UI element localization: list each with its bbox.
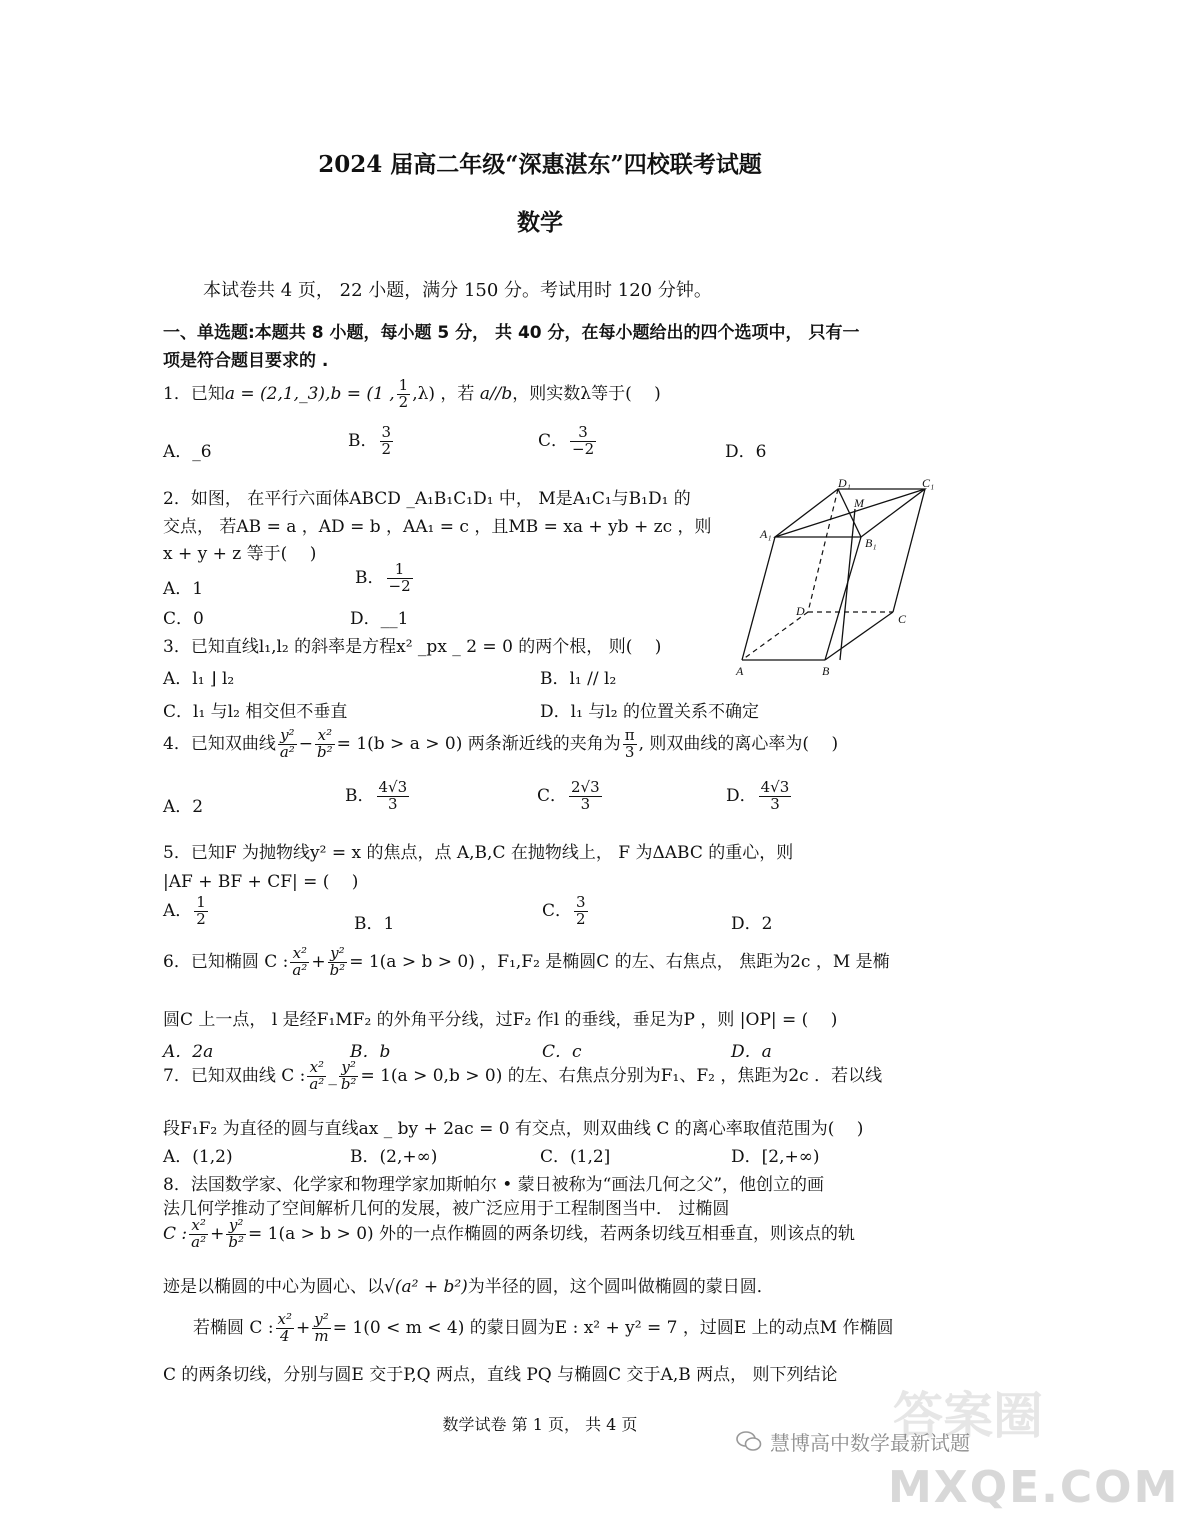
q5-option-a-num: 1 bbox=[196, 893, 206, 911]
q5-option-a-label: A． bbox=[163, 900, 193, 921]
q1-text-e: ，则实数λ等于( ) bbox=[512, 383, 661, 404]
q8-plus-2: + bbox=[296, 1317, 311, 1338]
q1-option-b bbox=[348, 425, 395, 458]
q8-frac1-num: x² bbox=[189, 1218, 208, 1235]
label-m: M bbox=[854, 496, 864, 510]
edge-mb bbox=[840, 509, 855, 660]
q8-line6: C 的两条切线，分别与圆E 交于P,Q 两点，直线 PQ 与椭圆C 交于A,B 两点， 则下列结论 bbox=[163, 1365, 838, 1385]
q2-option-d: D．__1 bbox=[350, 609, 409, 629]
q5-option-c-label: C． bbox=[542, 900, 573, 921]
q2-option-b bbox=[355, 562, 415, 595]
q4-frac1-den: a² bbox=[279, 742, 295, 761]
q4-text-b: = 1(b > a > 0) 两条渐近线的夹角为 bbox=[336, 733, 621, 754]
q8-line2: 法几何学推动了空间解析几何的发展，被广泛应用于工程制图当中． 过椭圆 bbox=[163, 1199, 730, 1219]
q1-option-b-label: B． bbox=[348, 430, 378, 451]
q4-frac2-num: x² bbox=[315, 728, 335, 745]
q1-frac-num: 1 bbox=[398, 376, 409, 394]
watermark-text: 慧博高中数学最新试题 bbox=[770, 1431, 970, 1455]
q2-option-b-den: −2 bbox=[388, 576, 411, 595]
label-d1: D₁ bbox=[838, 476, 851, 490]
label-a: A bbox=[736, 664, 744, 678]
q8-line4 bbox=[163, 1272, 774, 1297]
question-4 bbox=[163, 728, 838, 761]
q5-option-a-den: 2 bbox=[196, 909, 206, 928]
q3-option-a: A．l₁ ⌋ l₂ bbox=[163, 669, 235, 689]
watermark-logo: MXQE.COM bbox=[888, 1462, 1179, 1513]
q1-frac-den: 2 bbox=[398, 392, 409, 411]
q3-option-d: D．l₁ 与l₂ 的位置关系不确定 bbox=[540, 702, 759, 722]
label-a1: A₁ bbox=[760, 527, 772, 541]
q4-option-b-den: 3 bbox=[388, 794, 398, 813]
q6-option-d: D．a bbox=[731, 1042, 772, 1062]
q2-line1: 2．如图， 在平行六面体ABCD _A₁B₁C₁D₁ 中， M是A₁C₁与B₁D₁ 的 bbox=[163, 489, 691, 509]
q4-option-c bbox=[537, 780, 604, 813]
label-c: C bbox=[898, 612, 907, 626]
label-c1: C₁ bbox=[922, 476, 935, 490]
q4-option-c-num: 2√3 bbox=[571, 778, 600, 796]
q7-frac1-num: x² bbox=[307, 1060, 326, 1077]
q6-plus: + bbox=[311, 951, 326, 972]
q4-frac2-den: b² bbox=[317, 742, 333, 761]
q8-l3a: C : bbox=[163, 1223, 188, 1244]
q6-frac1-num: x² bbox=[290, 946, 309, 963]
q1-text-d: a//b bbox=[479, 383, 513, 404]
q8-g1-num: x² bbox=[277, 1310, 293, 1328]
q7-text-b: = 1(a > 0,b > 0) 的左、右焦点分别为F₁、F₂ ，焦距为2c ．若以线 bbox=[360, 1065, 883, 1086]
q6-option-c: C．c bbox=[542, 1042, 582, 1062]
q6-text-b: = 1(a > b > 0) ，F₁,F₂ 是椭圆C 的左、右焦点， 焦距为2c ，M 是椭 bbox=[349, 951, 890, 972]
q8-g2-num: y² bbox=[314, 1310, 329, 1328]
q8-l3b: = 1(a > b > 0) 外的一点作椭圆的两条切线，若两条切线互相垂直，则该点的轨 bbox=[247, 1223, 856, 1244]
q6-frac2-num: y² bbox=[328, 946, 348, 963]
q6-frac1-den: a² bbox=[292, 960, 308, 979]
q6-option-a: A．2a bbox=[163, 1042, 214, 1062]
watermark-big: 答案圈 bbox=[893, 1387, 1043, 1445]
q8-l5b: = 1(0 < m < 4) 的蒙日圆为E : x² + y² = 7 ，过圆E 上的动点M 作椭圆 bbox=[332, 1317, 894, 1338]
q7-minus: _ bbox=[328, 1065, 337, 1086]
q4-frac3-den: 3 bbox=[624, 742, 635, 761]
q5-option-d: D．2 bbox=[731, 914, 773, 934]
q4-minus: − bbox=[298, 733, 314, 754]
q7-frac1-den: a² bbox=[309, 1074, 325, 1093]
q5-option-c-num: 3 bbox=[576, 893, 586, 911]
q1-option-b-den: 2 bbox=[381, 439, 392, 458]
parallelepiped-figure bbox=[730, 475, 950, 685]
q7-option-c: C．(1,2] bbox=[540, 1147, 611, 1167]
q8-l5a: 若椭圆 C : bbox=[193, 1317, 274, 1338]
question-6 bbox=[163, 946, 890, 979]
label-d: D bbox=[796, 604, 805, 618]
q8-line5 bbox=[193, 1312, 893, 1345]
q7-text-a: 7．已知双曲线 C : bbox=[163, 1065, 306, 1086]
q4-option-b-num: 4√3 bbox=[378, 778, 408, 796]
q1-text-c: ,λ) ，若 bbox=[412, 383, 475, 404]
q1-fraction bbox=[397, 378, 411, 411]
q6-option-b: B．b bbox=[350, 1042, 391, 1062]
q8-line1: 8．法国数学家、化学家和物理学家加斯帕尔 • 蒙日被称为“画法几何之父”，他创立的画 bbox=[163, 1175, 825, 1195]
q8-frac1-den: a² bbox=[191, 1232, 207, 1251]
q5-option-c-den: 2 bbox=[576, 909, 586, 928]
q8-g2-den: m bbox=[314, 1326, 329, 1345]
q2-option-c: C．0 bbox=[163, 609, 204, 629]
q5-option-b: B．1 bbox=[354, 914, 395, 934]
q5-line2: |AF + BF + CF| = ( ) bbox=[163, 872, 359, 892]
q8-sqrt: √(a² + b²) bbox=[384, 1277, 468, 1297]
wechat-icon bbox=[736, 1430, 762, 1452]
q5-option-a bbox=[163, 895, 210, 928]
q5-line1: 5．已知F 为抛物线y² = x 的焦点，点 A,B,C 在抛物线上， F 为ΔABC 的重心，则 bbox=[163, 843, 794, 863]
page-footer: 数学试卷 第 1 页， 共 4 页 bbox=[442, 1415, 638, 1434]
q1-option-c-label: C． bbox=[538, 430, 569, 451]
q8-frac2-num: y² bbox=[226, 1218, 246, 1235]
q7-line2: 段F₁F₂ 为直径的圆与直线ax _ by + 2ac = 0 有交点，则双曲线 C 的离心率取值范围为( ) bbox=[163, 1119, 864, 1139]
q2-option-b-label: B． bbox=[355, 567, 385, 588]
q1-text-a: 1．已知 bbox=[163, 383, 225, 404]
q8-l4b: 为半径的圆，这个圆叫做椭圆的蒙日圆． bbox=[467, 1277, 774, 1297]
q4-option-b-label: B． bbox=[345, 785, 375, 806]
q2-line3: x + y + z 等于( ) bbox=[163, 544, 317, 564]
q4-option-d-den: 3 bbox=[770, 794, 780, 813]
exam-intro: 本试卷共 4 页， 22 小题，满分 150 分。考试用时 120 分钟。 bbox=[203, 280, 712, 301]
q7-option-d: D．[2,+∞) bbox=[731, 1147, 820, 1167]
q1-option-a: A．_6 bbox=[163, 442, 212, 462]
section-heading-line1: 一、单选题:本题共 8 小题，每小题 5 分， 共 40 分，在每小题给出的四个选项中， 只有一 bbox=[163, 323, 860, 343]
question-7 bbox=[163, 1060, 882, 1093]
q2-option-a: A．1 bbox=[163, 579, 204, 599]
q6-text-a: 6．已知椭圆 C : bbox=[163, 951, 289, 972]
q1-option-c-den: −2 bbox=[572, 439, 595, 458]
q3-option-b: B．l₁ // l₂ bbox=[540, 669, 617, 689]
q1-option-c bbox=[538, 425, 598, 458]
q8-g1-den: 4 bbox=[280, 1326, 290, 1345]
label-b: B bbox=[822, 664, 830, 678]
q8-l4a: 迹是以椭圆的中心为圆心、以 bbox=[163, 1277, 384, 1297]
q3-line1: 3．已知直线l₁,l₂ 的斜率是方程x² _px _ 2 = 0 的两个根， 则( ) bbox=[163, 637, 662, 657]
q1-option-b-num: 3 bbox=[381, 423, 392, 441]
q4-option-a: A．2 bbox=[163, 797, 204, 817]
q6-frac2-den: b² bbox=[329, 960, 346, 979]
q1-option-c-num: 3 bbox=[570, 425, 596, 442]
q3-option-c: C．l₁ 与l₂ 相交但不垂直 bbox=[163, 702, 348, 722]
subject-title: 数学 bbox=[517, 209, 563, 236]
q7-option-b: B．(2,+∞) bbox=[350, 1147, 438, 1167]
q5-option-c bbox=[542, 895, 590, 928]
question-1 bbox=[163, 378, 661, 411]
q4-option-c-label: C． bbox=[537, 785, 568, 806]
q7-frac2-den: b² bbox=[340, 1074, 357, 1093]
q4-frac1-num: y² bbox=[278, 728, 297, 745]
label-b1: B₁ bbox=[865, 536, 877, 550]
q7-frac2-num: y² bbox=[339, 1060, 359, 1077]
q4-option-d-label: D． bbox=[726, 785, 757, 806]
q4-option-b bbox=[345, 780, 411, 813]
q8-plus: + bbox=[210, 1223, 225, 1244]
q4-frac3-num: π bbox=[624, 726, 635, 744]
q4-text-a: 4．已知双曲线 bbox=[163, 733, 276, 754]
q1-option-d: D．6 bbox=[725, 442, 767, 462]
q7-option-a: A．(1,2) bbox=[163, 1147, 233, 1167]
q1-text-b: a = (2,1,_3),b = (1 , bbox=[224, 383, 395, 404]
q6-line2: 圆C 上一点， l 是经F₁MF₂ 的外角平分线，过F₂ 作l 的垂线，垂足为P ，则 |OP| = ( ) bbox=[163, 1010, 838, 1030]
q4-option-d-num: 4√3 bbox=[760, 778, 790, 796]
q2-line2: 交点， 若AB = a ，AD = b ，AA₁ = c ，且MB = xa + yb + zc ，则 bbox=[163, 517, 712, 537]
q2-option-b-num: 1 bbox=[387, 562, 413, 579]
q4-option-d bbox=[726, 780, 793, 813]
section-heading-line2: 项是符合题目要求的 . bbox=[163, 351, 329, 371]
q8-line3 bbox=[163, 1218, 855, 1251]
page-title: 2024 届高二年级“深惠湛东”四校联考试题 bbox=[318, 151, 762, 178]
q4-text-c: , 则双曲线的离心率为( ) bbox=[638, 733, 839, 754]
q8-frac2-den: b² bbox=[228, 1232, 244, 1251]
q4-option-c-den: 3 bbox=[580, 794, 591, 813]
